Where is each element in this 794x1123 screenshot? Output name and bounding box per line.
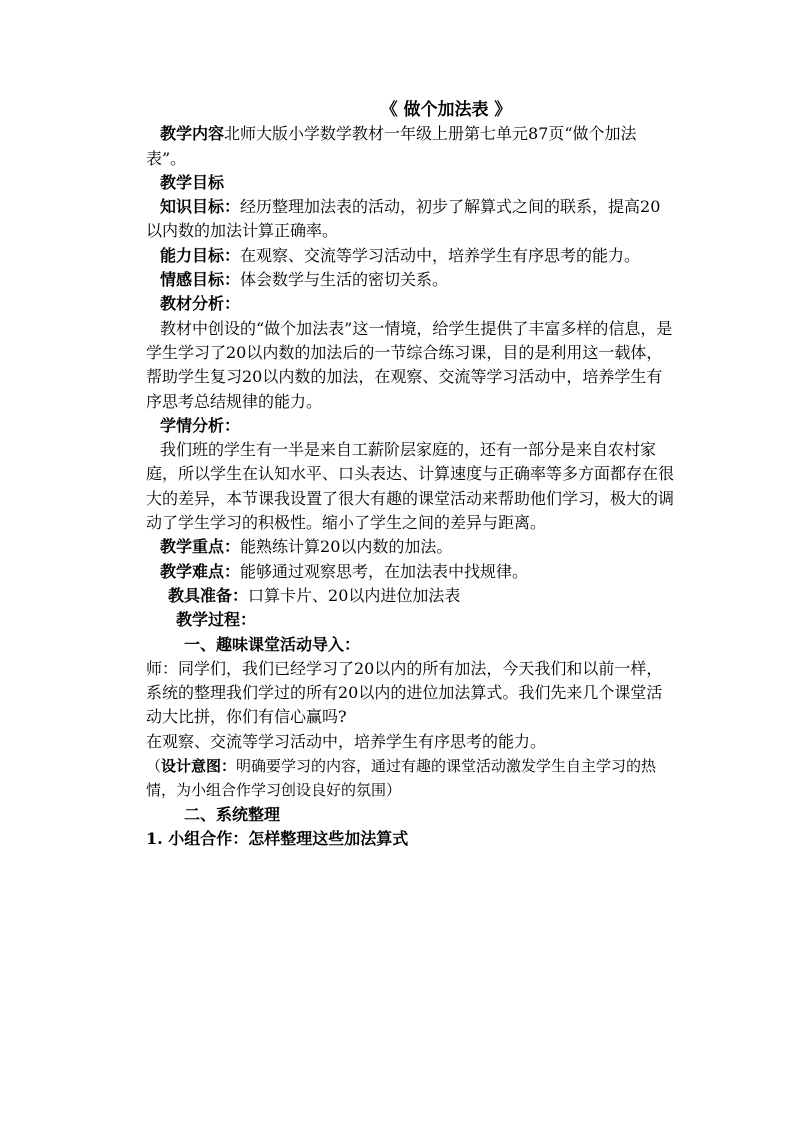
tools-label: 教具准备： [168,585,249,605]
process-heading: 教学过程： [176,610,257,630]
content-label: 教学内容 [160,124,225,144]
ability-goal-label: 能力目标： [160,245,241,265]
emotion-goal-label: 情感目标： [160,270,241,290]
difficulty-paragraph [146,560,676,584]
design-intent-open: （ [146,757,162,776]
tools-text: 口算卡片、20以内进位加法表 [248,585,461,605]
goals-heading: 教学目标 [160,172,225,192]
focus-label: 教学重点： [160,537,241,557]
focus-text: 能熟练计算20以内数的加法。 [240,537,453,557]
knowledge-goal-text: 经历整理加法表的活动，初步了解算式之间的联系，提高20以内数的加法计算正确率。 [146,197,661,241]
difficulty-text: 能够通过观察思考，在加法表中找规律。 [240,561,529,581]
student-analysis-text: 我们班的学生有一半是来自工薪阶层家庭的，还有一部分是来自农村家庭，所以学生在认知水平、口头表达、计算速度与正确率等多方面都存在很大的差异，本节课我设置了很大有趣的课堂活动来帮助他们学习，极大的调动了学生学习的积极性。缩小了学生之间的差异与距离。 [146,440,675,533]
material-analysis-heading: 教材分析： [160,294,241,314]
section-one-heading: 一、趣味课堂活动导入： [184,634,361,654]
design-intent-label: 设计意图： [161,757,237,776]
document-title: 《 做个加法表 》 [380,100,512,120]
knowledge-goal-paragraph [146,195,676,244]
design-intent-paragraph [146,754,676,803]
difficulty-label: 教学难点： [160,561,241,581]
document-body [146,98,676,851]
focus-paragraph [146,535,676,559]
ability-goal-text: 在观察、交流等学习活动中，培养学生有序思考的能力。 [240,245,641,265]
content-paragraph [146,122,676,171]
emotion-goal-text: 体会数学与生活的密切关系。 [240,270,449,290]
design-intent-text: 明确要学习的内容，通过有趣的课堂活动激发学生自主学习的热情，为小组合作学习创设良好的氛围） [146,757,657,800]
section-two-heading: 二、系统整理 [184,804,281,824]
group-work-heading: 1. 小组合作：怎样整理这些加法算式 [146,828,409,848]
observe-text: 在观察、交流等学习活动中，培养学生有序思考的能力。 [146,731,547,751]
knowledge-goal-label: 知识目标： [160,197,241,217]
emotion-goal-paragraph [146,268,676,292]
tools-paragraph [146,584,676,608]
ability-goal-paragraph [146,244,676,268]
teacher-speech: 师：同学们，我们已经学习了20以内的所有加法，今天我们和以前一样，系统的整理我们学过的所有20以内的进位加法算式。我们先来几个课堂活动大比拼，你们有信心赢吗? [146,658,663,727]
material-analysis-text: 教材中创设的“做个加法表”这一情境，给学生提供了丰富多样的信息，是学生学习了20以内数的加法后的一节综合练习课，目的是利用这一载体，帮助学生复习20以内数的加法，在观察、交流等学习活动中，培养学生有序思考总结规律的能力。 [146,318,673,411]
content-text: 北师大版小学数学教材一年级上册第七单元87页“做个加法表”。 [146,124,637,168]
student-analysis-heading: 学情分析： [160,415,241,435]
